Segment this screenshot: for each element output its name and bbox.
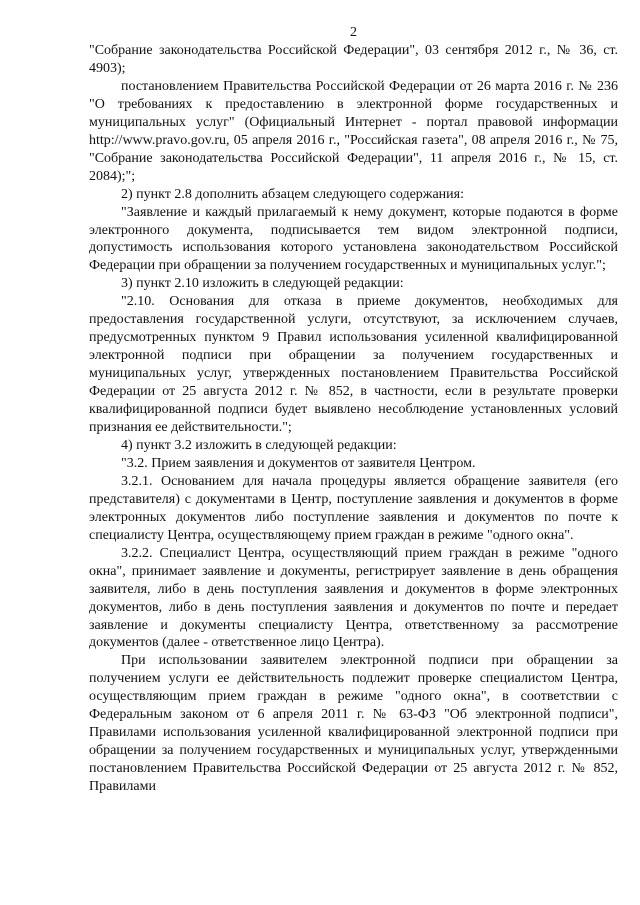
paragraph-9: 3.2.1. Основанием для начала процедуры является обращение заявителя (его представителя) с документами в Центр, поступление заявления и документов в форме электронных документов либо поступление заявления и документов по почте к специалисту Центра, осуществляющему прием граждан в режиме "одного окна".: [89, 473, 618, 543]
paragraph-7: 4) пункт 3.2 изложить в следующей редакции:: [121, 437, 397, 453]
paragraph-1: "Собрание законодательства Российской Федерации", 03 сентября 2012 г., № 36, ст. 4903);: [89, 43, 618, 76]
paragraph-6: "2.10. Основания для отказа в приеме документов, необходимых для предоставления государственной услуги, отсутствуют, за исключением случаев, предусмотренных пунктом 9 Правил использования усиленной квалифицированной электронной подписи при обращении за получением государственных и муниципальных услуг, утвержденных постановлением Правительства Российской Федерации от 25 августа 2012 г. № 852, в частности, если в результате проверки квалифицированной подписи будет выявлено несоблюдение установленных условий признания ее действительности.";: [89, 294, 618, 436]
paragraph-10: 3.2.2. Специалист Центра, осуществляющий прием граждан в режиме "одного окна", принимает заявление и документы, регистрирует заявление в день обращения заявителя, либо в день поступления заявления и документов в форме электронных документов, либо в день поступления заявления и документов по почте и передает заявление и документы специалисту Центра, ответственному за рассмотрение документов (далее - ответственное лицо Центра).: [89, 545, 618, 651]
paragraph-8: "3.2. Прием заявления и документов от заявителя Центром.: [121, 455, 476, 471]
page-number: 2: [350, 25, 357, 40]
paragraph-3: 2) пункт 2.8 дополнить абзацем следующего содержания:: [121, 186, 464, 202]
paragraph-4: "Заявление и каждый прилагаемый к нему документ, которые подаются в форме электронного документа, подписывается тем видом электронной подписи, допустимость использования которого установлена законодательством Российской Федерации при обращении за получением государственных и муниципальных услуг.";: [89, 204, 618, 274]
document-body: [89, 42, 618, 796]
paragraph-5: 3) пункт 2.10 изложить в следующей редакции:: [121, 276, 404, 292]
paragraph-2: постановлением Правительства Российской Федерации от 26 марта 2016 г. № 236 "О требованиях к предоставлению в электронной форме государственных и муниципальных услуг" (Официальный Интернет - портал правовой информации http://www.pravo.gov.ru, 05 апреля 2016 г., "Российская газета", 08 апреля 2016 г., № 75, "Собрание законодательства Российской Федерации", 11 апреля 2016 г., № 15, ст. 2084);";: [89, 78, 618, 184]
paragraph-11: При использовании заявителем электронной подписи при обращении за получением услуги ее действительность подлежит проверке специалистом Центра, осуществляющим прием граждан в режиме "одного окна", в соответствии с Федеральным законом от 6 апреля 2011 г. № 63-ФЗ "Об электронной подписи", Правилами использования усиленной квалифицированной электронной подписи при обращении за получением государственных и муниципальных услуг, утвержденными постановлением Правительства Российской Федерации от 25 августа 2012 г. № 852, Правилами: [89, 653, 618, 795]
